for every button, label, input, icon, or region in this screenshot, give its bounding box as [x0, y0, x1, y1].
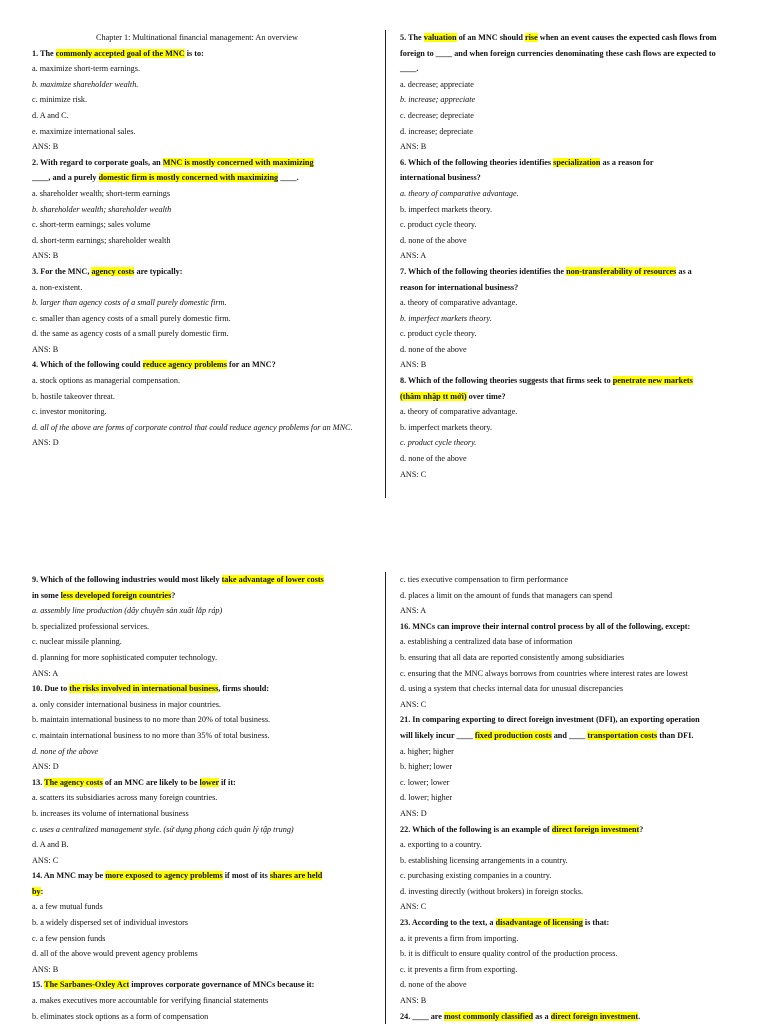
text-run: c. minimize risk. — [32, 95, 88, 105]
answer-option-line — [32, 853, 362, 869]
text-run: of an MNC are likely to be — [102, 777, 200, 787]
highlighted-text: The agency costs — [44, 777, 103, 787]
text-run: d. using a system that checks internal data for unusual discrepancies — [400, 684, 624, 694]
question-line — [32, 977, 362, 993]
text-run: b. imperfect markets theory. — [400, 422, 492, 432]
text-run: 16. MNCs can improve their internal control process by all of the following, except: — [400, 621, 691, 631]
answer-option-line — [400, 77, 732, 93]
text-run: a. theory of comparative advantage. — [400, 407, 518, 417]
highlighted-text: take advantage of lower costs — [221, 575, 324, 584]
text-run: d. the same as agency costs of a small purely domestic firm. — [32, 329, 229, 339]
text-run: : — [40, 886, 44, 896]
question-line — [32, 170, 362, 186]
answer-option-line — [32, 790, 362, 806]
question-line — [32, 884, 362, 900]
text-run: is that: — [582, 918, 610, 928]
question-line — [400, 712, 732, 728]
highlighted-text: agency costs — [91, 266, 135, 276]
answer-option-line — [32, 342, 362, 358]
answer-option-line — [32, 295, 362, 311]
text-run: c. it prevents a firm from exporting. — [400, 964, 518, 974]
text-run: 13. — [32, 777, 45, 787]
text-run: c. smaller than agency costs of a small purely domestic firm. — [32, 313, 231, 323]
text-run: c. product cycle theory. — [400, 220, 477, 230]
text-run: ANS: B — [32, 344, 59, 354]
text-run: ANS: D — [32, 762, 59, 772]
question-line — [400, 30, 732, 77]
highlighted-text: penetrate new markets — [612, 376, 693, 386]
answer-option-line — [400, 295, 732, 311]
highlighted-text: commonly accepted goal of the MNC — [55, 48, 185, 58]
question-line — [32, 155, 362, 171]
answer-option-line — [400, 420, 732, 436]
answer-option-line — [32, 899, 362, 915]
answer-option-line — [32, 603, 362, 619]
text-run: ANS: A — [400, 606, 427, 616]
text-run: d. A and B. — [32, 840, 69, 850]
text-run: are typically: — [134, 266, 183, 276]
answer-option-line — [400, 634, 732, 650]
answer-option-line — [32, 744, 362, 760]
answer-option-line — [400, 248, 732, 264]
question-line — [400, 373, 732, 389]
text-run: a. assembly line production (dây chuyền sản xuất lắp ráp) — [32, 606, 223, 616]
text-run: 23. According to the text, a — [400, 918, 496, 928]
text-run: c. investor monitoring. — [32, 407, 107, 417]
highlighted-text: by — [32, 886, 41, 896]
answer-option-line — [400, 650, 732, 666]
text-run: ANS: C — [32, 855, 59, 865]
question-line — [400, 728, 732, 744]
answer-option-line — [400, 899, 732, 915]
text-run: ANS: A — [400, 251, 427, 261]
answer-option-line — [32, 712, 362, 728]
answer-option-line — [32, 373, 362, 389]
question-line — [32, 775, 362, 791]
text-run: c. product cycle theory. — [400, 329, 477, 339]
text-run: of an MNC should — [456, 33, 525, 42]
text-run: 2. With regard to corporate goals, an — [32, 157, 163, 167]
text-run: and ____ — [551, 730, 588, 740]
question-line — [32, 588, 362, 604]
answer-option-line — [400, 884, 732, 900]
answer-option-line — [400, 108, 732, 124]
text-run: b. shareholder wealth; shareholder wealth — [32, 204, 172, 214]
text-run: if most of its — [222, 871, 270, 881]
text-run: d. all of the above are forms of corporate control that could reduce agency problems for an MNC. — [32, 422, 353, 432]
text-run: ? — [171, 590, 176, 600]
text-run: b. imperfect markets theory. — [400, 204, 492, 214]
text-run: for an MNC? — [226, 360, 276, 370]
answer-option-line — [400, 946, 732, 962]
text-run: as a — [533, 1011, 551, 1021]
answer-option-line — [400, 931, 732, 947]
text-run: d. none of the above — [400, 454, 467, 464]
text-run: c. ensuring that the MNC always borrows from countries where interest rates are lowest — [400, 668, 688, 678]
text-run: b. specialized professional services. — [32, 621, 150, 631]
text-run: c. maintain international business to no more than 35% of total business. — [32, 730, 270, 740]
text-run: 24. ____ are — [400, 1011, 444, 1021]
text-run: a. exporting to a country. — [400, 840, 482, 850]
answer-option-line — [400, 744, 732, 760]
text-run: ANS: B — [32, 142, 59, 152]
text-run: a. decrease; appreciate — [400, 79, 474, 89]
text-run: ANS: C — [400, 469, 427, 479]
answer-option-line — [400, 92, 732, 108]
answer-option-line — [400, 993, 732, 1009]
question-line — [32, 357, 362, 373]
answer-option-line — [32, 311, 362, 327]
answer-option-line — [400, 603, 732, 619]
text-run: 22. Which of the following is an example of — [400, 824, 552, 834]
text-run: b. maximize shareholder wealth. — [32, 79, 139, 89]
answer-option-line — [32, 404, 362, 420]
highlighted-text: rise — [525, 33, 538, 42]
text-run: 4. Which of the following could — [32, 360, 143, 370]
text-run: d. planning for more sophisticated computer technology. — [32, 652, 218, 662]
answer-option-line — [32, 728, 362, 744]
answer-option-line — [32, 806, 362, 822]
text-run: ____. — [278, 173, 299, 183]
highlighted-text: reduce agency problems — [142, 360, 227, 370]
text-run: ANS: B — [32, 251, 59, 261]
text-run: c. nuclear missile planning. — [32, 637, 122, 647]
text-run: b. ensuring that all data are reported consistently among subsidiaries — [400, 652, 625, 662]
answer-option-line — [32, 248, 362, 264]
text-run: ____, and a purely — [32, 173, 99, 183]
highlighted-text: most commonly classified — [443, 1011, 534, 1021]
text-run: c. short-term earnings; sales volume — [32, 220, 151, 230]
answer-option-line — [32, 139, 362, 155]
text-run: 15. — [32, 980, 45, 990]
answer-option-line — [32, 915, 362, 931]
text-run: when an event causes the expected cash flows from foreign to ____ and when foreign currencies denominating these cash flows are expected to ____. — [400, 33, 717, 74]
answer-option-line — [400, 790, 732, 806]
answer-option-line — [32, 837, 362, 853]
question-line — [400, 264, 732, 280]
text-run: b. maintain international business to no more than 20% of total business. — [32, 715, 271, 725]
answer-option-line — [32, 389, 362, 405]
question-line — [400, 170, 732, 186]
text-run: a. scatters its subsidiaries across many foreign countries. — [32, 793, 218, 803]
text-run: ANS: B — [400, 360, 427, 370]
text-run: d. none of the above — [32, 746, 99, 756]
text-run: c. decrease; depreciate — [400, 110, 474, 120]
answer-option-line — [400, 588, 732, 604]
text-run: 5. The — [400, 33, 424, 42]
answer-option-line — [32, 619, 362, 635]
page-1-right-column — [400, 30, 732, 482]
answer-option-line — [400, 357, 732, 373]
text-run: is to: — [184, 48, 204, 58]
text-run: d. short-term earnings; shareholder wealth — [32, 235, 171, 245]
text-run: 3. For the MNC, — [32, 266, 92, 276]
text-run: a. higher; higher — [400, 746, 454, 756]
highlighted-text: direct foreign investment — [550, 1011, 639, 1021]
answer-option-line — [32, 931, 362, 947]
answer-option-line — [32, 993, 362, 1009]
text-run: ANS: C — [400, 902, 427, 912]
answer-option-line — [400, 467, 732, 483]
text-run: d. none of the above — [400, 980, 467, 990]
answer-option-line — [400, 759, 732, 775]
answer-option-line — [32, 92, 362, 108]
answer-option-line — [400, 186, 732, 202]
question-line — [32, 264, 362, 280]
text-run: as a — [676, 266, 692, 276]
question-line — [400, 389, 732, 405]
text-run: c. lower; lower — [400, 777, 450, 787]
answer-option-line — [400, 124, 732, 140]
answer-option-line — [400, 837, 732, 853]
text-run: as a reason for — [600, 157, 654, 167]
answer-option-line — [32, 697, 362, 713]
question-line — [32, 46, 362, 62]
text-run: ANS: C — [400, 699, 427, 709]
answer-option-line — [400, 435, 732, 451]
text-run: c. a few pension funds — [32, 933, 106, 943]
answer-option-line — [400, 451, 732, 467]
text-run: 6. Which of the following theories identifies — [400, 157, 554, 167]
answer-option-line — [32, 420, 362, 436]
answer-option-line — [400, 977, 732, 993]
highlighted-text: specialization — [553, 157, 601, 167]
text-run: ANS: B — [400, 996, 427, 1006]
text-run: c. product cycle theory. — [400, 438, 477, 448]
text-run: ANS: D — [400, 808, 427, 818]
text-run: c. purchasing existing companies in a country. — [400, 871, 552, 881]
text-run: over time? — [466, 391, 506, 401]
answer-option-line — [400, 139, 732, 155]
answer-option-line — [400, 962, 732, 978]
answer-option-line — [32, 326, 362, 342]
highlighted-text: MNC is mostly concerned with maximizing — [162, 157, 314, 167]
highlighted-text: non-transferability of resources — [566, 266, 677, 276]
text-run: ? — [639, 824, 644, 834]
text-run: reason for international business? — [400, 282, 519, 292]
answer-option-line — [400, 572, 732, 588]
answer-option-line — [400, 681, 732, 697]
highlighted-text: transportation costs — [587, 730, 658, 740]
column-divider — [385, 30, 386, 498]
highlighted-text: less developed foreign countries — [60, 590, 172, 600]
text-run: a. stock options as managerial compensation. — [32, 376, 181, 386]
answer-option-line — [400, 233, 732, 249]
text-run: 21. In comparing exporting to direct foreign investment (DFI), an exporting operation — [400, 715, 700, 725]
text-run: c. ties executive compensation to firm performance — [400, 575, 569, 584]
text-run: Chapter 1: Multinational financial management: An overview — [96, 33, 298, 42]
answer-option-line — [32, 1009, 362, 1024]
answer-option-line — [32, 202, 362, 218]
answer-option-line — [32, 650, 362, 666]
highlighted-text: shares are held — [269, 871, 323, 881]
highlighted-text: The Sarbanes-Oxley Act — [44, 980, 130, 990]
text-run: than DFI. — [657, 730, 694, 740]
question-line — [400, 822, 732, 838]
text-run: 9. Which of the following industries would most likely — [32, 575, 222, 584]
answer-option-line — [32, 217, 362, 233]
question-line — [32, 681, 362, 697]
question-line — [32, 868, 362, 884]
text-run: a. a few mutual funds — [32, 902, 103, 912]
question-line — [400, 915, 732, 931]
answer-option-line — [32, 435, 362, 451]
text-run: in some — [32, 590, 61, 600]
text-run: d. lower; higher — [400, 793, 453, 803]
answer-option-line — [400, 697, 732, 713]
text-run: ANS: B — [400, 142, 427, 152]
text-run: b. eliminates stock options as a form of compensation — [32, 1011, 209, 1021]
text-run: a. theory of comparative advantage. — [400, 298, 518, 308]
text-run: b. a widely dispersed set of individual investors — [32, 918, 188, 928]
text-run: 7. Which of the following theories identifies the — [400, 266, 567, 276]
question-line — [400, 619, 732, 635]
column-divider — [385, 572, 386, 1024]
text-run: d. A and C. — [32, 110, 69, 120]
answer-option-line — [32, 124, 362, 140]
text-run: improves corporate governance of MNCs because it: — [129, 980, 315, 990]
text-run: ANS: D — [32, 438, 59, 448]
answer-option-line — [400, 326, 732, 342]
text-run: a. it prevents a firm from importing. — [400, 933, 519, 943]
text-run: d. increase; depreciate — [400, 126, 473, 136]
text-run: b. hostile takeover threat. — [32, 391, 115, 401]
text-run: a. non-existent. — [32, 282, 83, 292]
answer-option-line — [32, 108, 362, 124]
text-run: d. all of the above would prevent agency problems — [32, 949, 198, 959]
text-run: a. makes executives more accountable for verifying financial statements — [32, 996, 269, 1006]
answer-option-line — [32, 186, 362, 202]
page-1-left-column — [32, 30, 362, 451]
highlighted-text: fixed production costs — [474, 730, 552, 740]
answer-option-line — [32, 759, 362, 775]
text-run: a. shareholder wealth; short-term earnings — [32, 188, 171, 198]
text-run: a. theory of comparative advantage. — [400, 188, 519, 198]
text-run: a. only consider international business in major countries. — [32, 699, 221, 709]
highlighted-text: (thâm nhập tt mới) — [400, 391, 467, 401]
answer-option-line — [32, 77, 362, 93]
text-run: 10. Due to — [32, 684, 70, 694]
answer-option-line — [400, 311, 732, 327]
page-2-right-column — [400, 572, 732, 1024]
highlighted-text: direct foreign investment — [551, 824, 640, 834]
text-run: b. increase; appreciate — [400, 95, 476, 105]
highlighted-text: disadvantage of licensing — [495, 918, 583, 928]
text-run: d. investing directly (without brokers) in foreign stocks. — [400, 886, 584, 896]
answer-option-line — [32, 61, 362, 77]
answer-option-line — [400, 217, 732, 233]
answer-option-line — [400, 775, 732, 791]
question-line — [400, 1009, 732, 1024]
text-run: will likely incur ____ — [400, 730, 475, 740]
text-run: d. none of the above — [400, 344, 467, 354]
highlighted-text: valuation — [423, 33, 457, 42]
question-line — [32, 572, 362, 588]
highlighted-text: lower — [199, 777, 219, 787]
answer-option-line — [32, 822, 362, 838]
text-run: , firms should: — [218, 684, 270, 694]
text-run: b. higher; lower — [400, 762, 453, 772]
text-run: international business? — [400, 173, 481, 183]
answer-option-line — [32, 962, 362, 978]
text-run: a. maximize short-term earnings. — [32, 64, 140, 74]
text-run: b. larger than agency costs of a small purely domestic firm. — [32, 298, 227, 308]
question-line — [400, 155, 732, 171]
text-run: d. none of the above — [400, 235, 467, 245]
text-run: . — [638, 1011, 641, 1021]
text-run: e. maximize international sales. — [32, 126, 136, 136]
answer-option-line — [400, 853, 732, 869]
text-run: 8. Which of the following theories suggests that firms seek to — [400, 376, 613, 386]
answer-option-line — [400, 666, 732, 682]
highlighted-text: more exposed to agency problems — [105, 871, 223, 881]
question-line — [400, 280, 732, 296]
text-run: c. uses a centralized management style. (sử dụng phong cách quản lý tập trung) — [32, 824, 294, 834]
text-run: b. it is difficult to ensure quality control of the production process. — [400, 949, 618, 959]
document-title — [32, 30, 362, 46]
text-run: b. establishing licensing arrangements in a country. — [400, 855, 568, 865]
answer-option-line — [32, 946, 362, 962]
answer-option-line — [32, 233, 362, 249]
answer-option-line — [32, 280, 362, 296]
text-run: b. increases its volume of international business — [32, 808, 189, 818]
text-run: ANS: A — [32, 668, 59, 678]
text-run: if it: — [218, 777, 236, 787]
answer-option-line — [400, 868, 732, 884]
answer-option-line — [400, 202, 732, 218]
text-run: 14. An MNC may be — [32, 871, 106, 881]
text-run: 1. The — [32, 48, 56, 58]
text-run: d. places a limit on the amount of funds that managers can spend — [400, 590, 613, 600]
highlighted-text: the risks involved in international business — [69, 684, 219, 694]
answer-option-line — [400, 342, 732, 358]
answer-option-line — [400, 806, 732, 822]
page-2-left-column — [32, 572, 362, 1024]
answer-option-line — [32, 634, 362, 650]
answer-option-line — [400, 404, 732, 420]
text-run: a. establishing a centralized data base of information — [400, 637, 573, 647]
answer-option-line — [32, 666, 362, 682]
text-run: ANS: B — [32, 964, 59, 974]
text-run: b. imperfect markets theory. — [400, 313, 492, 323]
highlighted-text: domestic firm is mostly concerned with maximizing — [98, 173, 279, 183]
